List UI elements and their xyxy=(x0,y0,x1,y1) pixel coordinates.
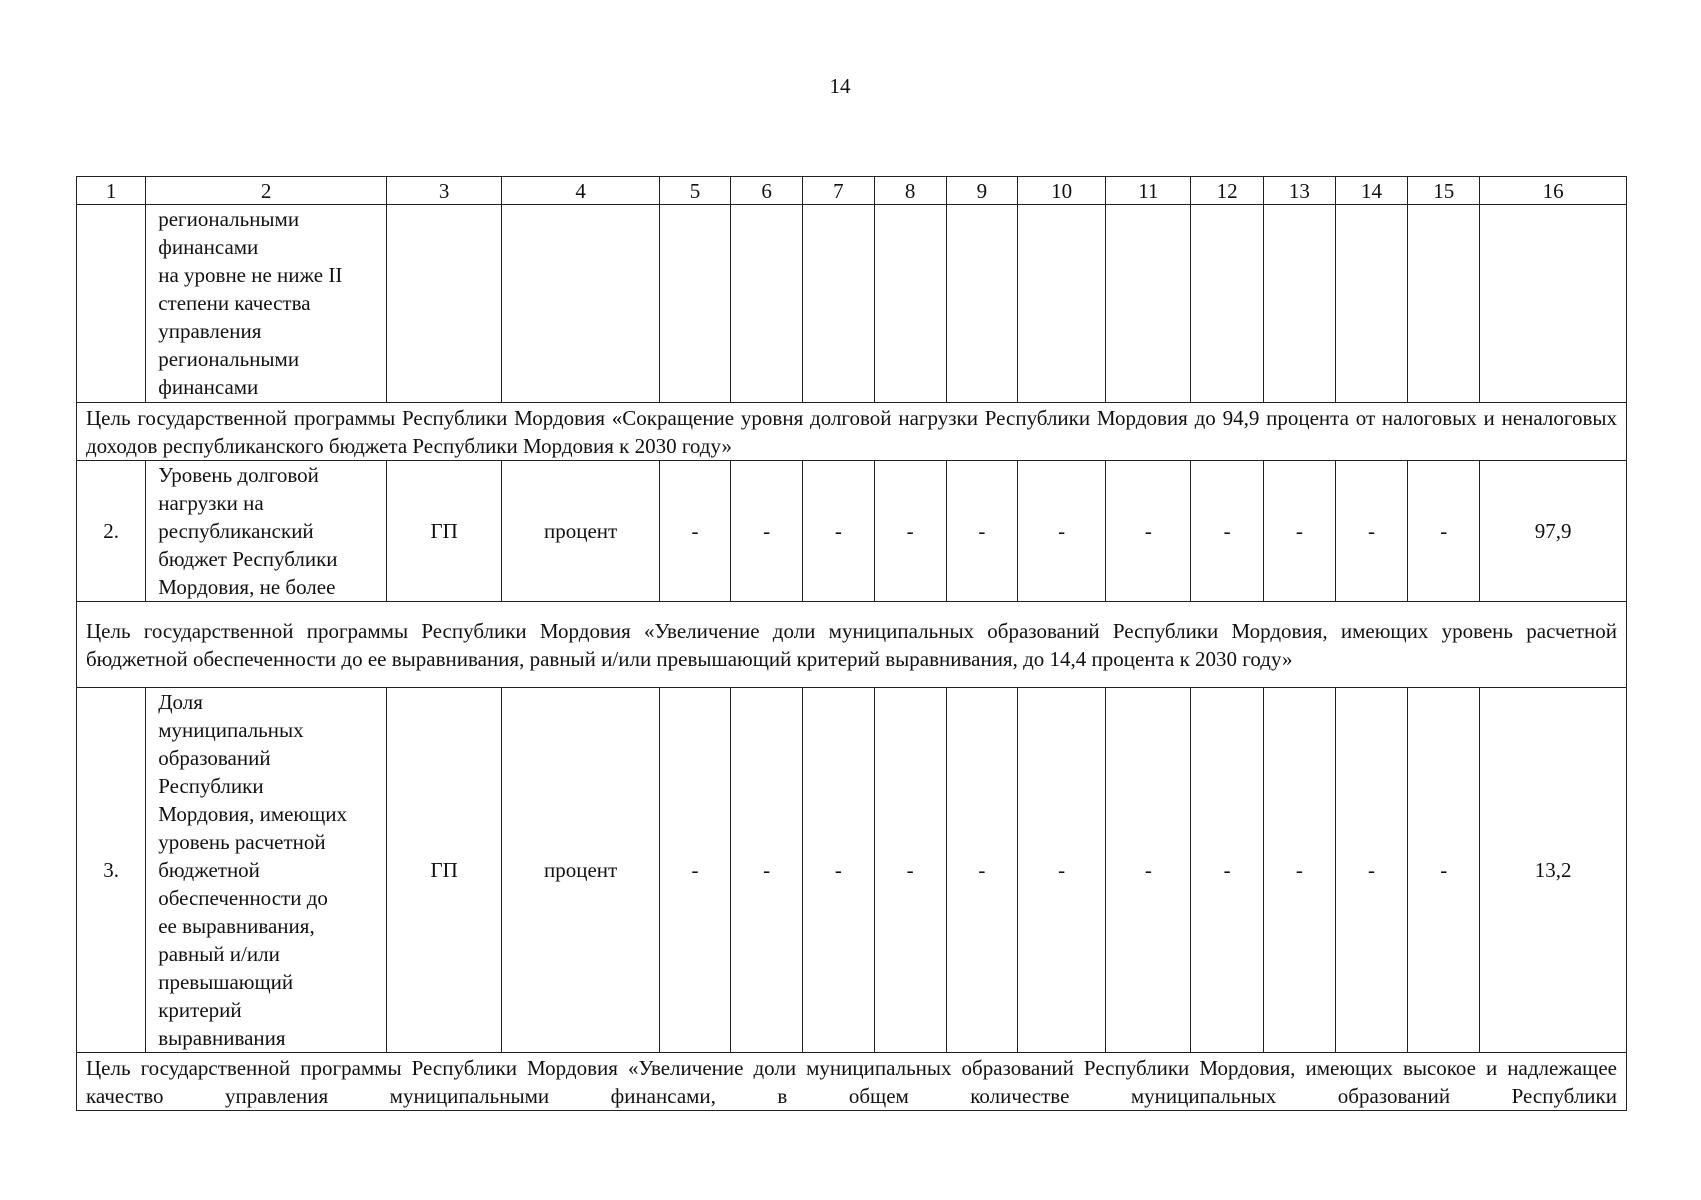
value-cell: - xyxy=(874,688,946,1053)
column-header: 12 xyxy=(1191,177,1263,205)
column-header: 16 xyxy=(1480,177,1627,205)
row-number: 3. xyxy=(77,688,146,1053)
goal-text: Цель государственной программы Республики Мордовия «Увеличение доли муниципальных образований Республики Мордовия, имеющих высокое и надлежащее качество управления муниципальными финансами, в общем количестве муниципальных образований Республики xyxy=(77,1053,1627,1111)
row-number-cell xyxy=(77,205,146,403)
indicator-name-cell: Уровень долговой нагрузки на республиканский бюджет Республики Мордовия, не более xyxy=(146,461,387,602)
column-header: 9 xyxy=(946,177,1017,205)
goal-row xyxy=(77,403,1627,461)
column-header: 13 xyxy=(1263,177,1335,205)
column-header: 8 xyxy=(874,177,946,205)
goal-text: Цель государственной программы Республики Мордовия «Сокращение уровня долговой нагрузки Республики Мордовия до 94,9 процента от налоговых и неналоговых доходов республиканского бюджета Республики Мордовия к 2030 году» xyxy=(77,403,1627,461)
level-cell: ГП xyxy=(386,461,501,602)
level-cell: ГП xyxy=(386,688,501,1053)
value-cell: - xyxy=(1263,688,1335,1053)
value-cell: - xyxy=(1335,688,1407,1053)
value-cell: - xyxy=(1408,461,1480,602)
indicator-name-cell: Доля муниципальных образований Республики Мордовия, имеющих уровень расчетной бюджетной обеспеченности до ее выравнивания, равный и/или превышающий критерий выравнивания xyxy=(146,688,387,1053)
value-cell: - xyxy=(1263,461,1335,602)
value-cell: - xyxy=(1017,461,1105,602)
value-cell: - xyxy=(659,461,730,602)
page-number: 14 xyxy=(829,74,851,98)
value-cell: - xyxy=(803,688,874,1053)
column-header: 3 xyxy=(386,177,501,205)
indicators-table xyxy=(76,176,1627,1111)
column-header: 15 xyxy=(1408,177,1480,205)
value-cell: - xyxy=(946,688,1017,1053)
table-row-continued xyxy=(77,205,1627,403)
value-cell: - xyxy=(803,461,874,602)
column-header: 11 xyxy=(1106,177,1191,205)
column-header: 4 xyxy=(502,177,660,205)
indicator-name-cell: региональными финансами на уровне не ниже II степени качества управления региональными финансами xyxy=(146,205,387,403)
goal-text: Цель государственной программы Республики Мордовия «Увеличение доли муниципальных образований Республики Мордовия, имеющих уровень расчетной бюджетной обеспеченности до ее выравнивания, равный и/или превышающий критерий выравнивания, до 14,4 процента к 2030 году» xyxy=(77,602,1627,688)
table-row xyxy=(77,461,1627,602)
value-cell: - xyxy=(1408,688,1480,1053)
column-header: 10 xyxy=(1017,177,1105,205)
goal-row xyxy=(77,602,1627,688)
value-cell: - xyxy=(731,461,803,602)
target-value-cell: 13,2 xyxy=(1480,688,1627,1053)
value-cell: - xyxy=(1106,688,1191,1053)
column-header: 1 xyxy=(77,177,146,205)
value-cell: - xyxy=(659,688,730,1053)
column-number-row xyxy=(77,177,1627,205)
value-cell: - xyxy=(1191,688,1263,1053)
value-cell: - xyxy=(1017,688,1105,1053)
unit-cell: процент xyxy=(502,688,660,1053)
column-header: 7 xyxy=(803,177,874,205)
value-cell: - xyxy=(1191,461,1263,602)
table-row xyxy=(77,688,1627,1053)
row-number: 2. xyxy=(77,461,146,602)
value-cell: - xyxy=(946,461,1017,602)
unit-cell: процент xyxy=(502,461,660,602)
value-cell: - xyxy=(731,688,803,1053)
target-value-cell: 97,9 xyxy=(1480,461,1627,602)
value-cell: - xyxy=(1106,461,1191,602)
value-cell: - xyxy=(1335,461,1407,602)
value-cell: - xyxy=(874,461,946,602)
column-header: 5 xyxy=(659,177,730,205)
column-header: 6 xyxy=(731,177,803,205)
goal-row xyxy=(77,1053,1627,1111)
column-header: 2 xyxy=(146,177,387,205)
column-header: 14 xyxy=(1335,177,1407,205)
